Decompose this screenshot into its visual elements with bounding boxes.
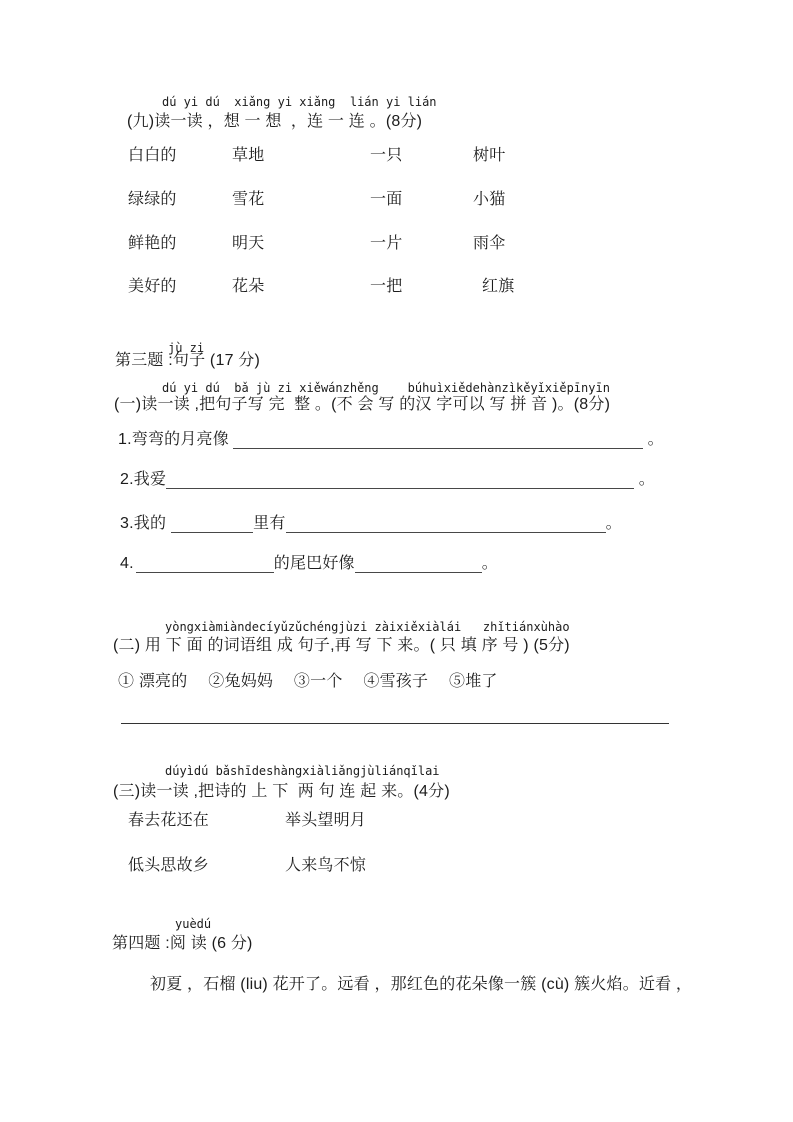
fill-line-2 <box>120 470 655 490</box>
matching-row <box>0 234 793 254</box>
fill-blank-underline <box>136 558 274 573</box>
matching-cell-adjective: 鲜艳的 <box>128 235 177 252</box>
poem-line-left: 春去花还在 <box>128 812 210 829</box>
fill-line-suffix: 。 <box>642 431 664 448</box>
poem-pair-row <box>0 811 793 831</box>
section3-title: 第三题 :句子 (17 分) <box>115 352 261 369</box>
matching-cell-adjective: 美好的 <box>128 278 177 295</box>
matching-cell-quantifier: 一把 <box>370 278 403 295</box>
matching-cell-noun: 雪花 <box>232 191 265 208</box>
matching-cell-quantifier: 一面 <box>370 191 403 208</box>
part3-pinyin: dúyìdú bǎshīdeshàngxiàliǎngjùliánqǐlai <box>165 764 440 778</box>
fill-blank-underline <box>166 474 634 489</box>
matching-row <box>0 146 793 166</box>
fill-blank-underline <box>286 518 606 533</box>
answer-write-line <box>121 723 669 724</box>
matching-cell-object: 小猫 <box>473 191 506 208</box>
fill-line-mid: 里有 <box>253 515 286 532</box>
matching-cell-object: 红旗 <box>482 278 515 295</box>
section4-title: 第四题 :阅 读 (6 分) <box>112 935 253 952</box>
section4-title-pinyin: yuèdú <box>175 917 212 931</box>
fill-line-prefix: 1.弯弯的月亮像 <box>118 431 229 448</box>
fill-line-4 <box>120 554 498 574</box>
matching-cell-adjective: 绿绿的 <box>128 191 177 208</box>
part3-heading: (三)读一读 ,把诗的 上 下 两 句 连 起 来。(4分) <box>113 783 450 800</box>
poem-pair-row <box>0 856 793 876</box>
fill-line-suffix: 。 <box>605 515 622 532</box>
section3-title-pinyin: jù zi <box>168 341 205 355</box>
matching-cell-object: 树叶 <box>473 147 506 164</box>
fill-line-3 <box>120 514 622 534</box>
fill-line-suffix: 。 <box>481 555 498 572</box>
fill-line-mid: 的尾巴好像 <box>273 555 355 572</box>
fill-line-prefix: 2.我爱 <box>120 471 167 488</box>
matching-cell-quantifier: 一只 <box>370 147 403 164</box>
section9-pinyin: dú yi dú xiǎng yi xiǎng lián yi lián <box>162 95 437 109</box>
matching-row <box>0 277 793 297</box>
part1-heading: (一)读一读 ,把句子写 完 整 。(不 会 写 的汉 字可以 写 拼 音 )。(8分) <box>114 396 611 413</box>
fill-line-suffix: 。 <box>634 471 656 488</box>
poem-line-right: 人来鸟不惊 <box>285 857 367 874</box>
matching-cell-object: 雨伞 <box>473 235 506 252</box>
part2-pinyin: yòngxiàmiàndecíyǔzǔchéngjùzi zàixiěxiàlái zhǐtiánxùhào <box>165 620 570 634</box>
reading-passage: 初夏 ，石榴 (liu) 花开了。远看 ，那红色的花朵像一簇 (cù) 簇火焰。近看 ， <box>150 976 693 993</box>
poem-line-right: 举头望明月 <box>285 812 367 829</box>
fill-line-prefix: 3.我的 <box>120 515 167 532</box>
fill-blank-underline <box>171 518 253 533</box>
part1-pinyin: dú yi dú bǎ jù zi xiěwánzhěng búhuìxiědehànzìkěyǐxiěpīnyīn <box>162 381 610 395</box>
section9-heading: (九)读一读 ，想 一 想 ，连 一 连 。(8分) <box>127 113 423 130</box>
fill-blank-underline <box>233 434 643 449</box>
word-options: ① 漂亮的 ②兔妈妈 ③一个 ④雪孩子 ⑤堆了 <box>118 673 498 690</box>
matching-cell-noun: 花朵 <box>232 278 265 295</box>
matching-row <box>0 190 793 210</box>
matching-cell-noun: 草地 <box>232 147 265 164</box>
fill-line-prefix: 4. <box>120 555 134 572</box>
poem-line-left: 低头思故乡 <box>128 857 210 874</box>
fill-line-1 <box>118 430 664 450</box>
matching-cell-noun: 明天 <box>232 235 265 252</box>
fill-blank-underline <box>355 558 482 573</box>
part2-heading: (二) 用 下 面 的词语组 成 句子,再 写 下 来。( 只 填 序 号 ) (5分) <box>113 637 570 654</box>
matching-cell-quantifier: 一片 <box>370 235 403 252</box>
matching-cell-adjective: 白白的 <box>128 147 177 164</box>
